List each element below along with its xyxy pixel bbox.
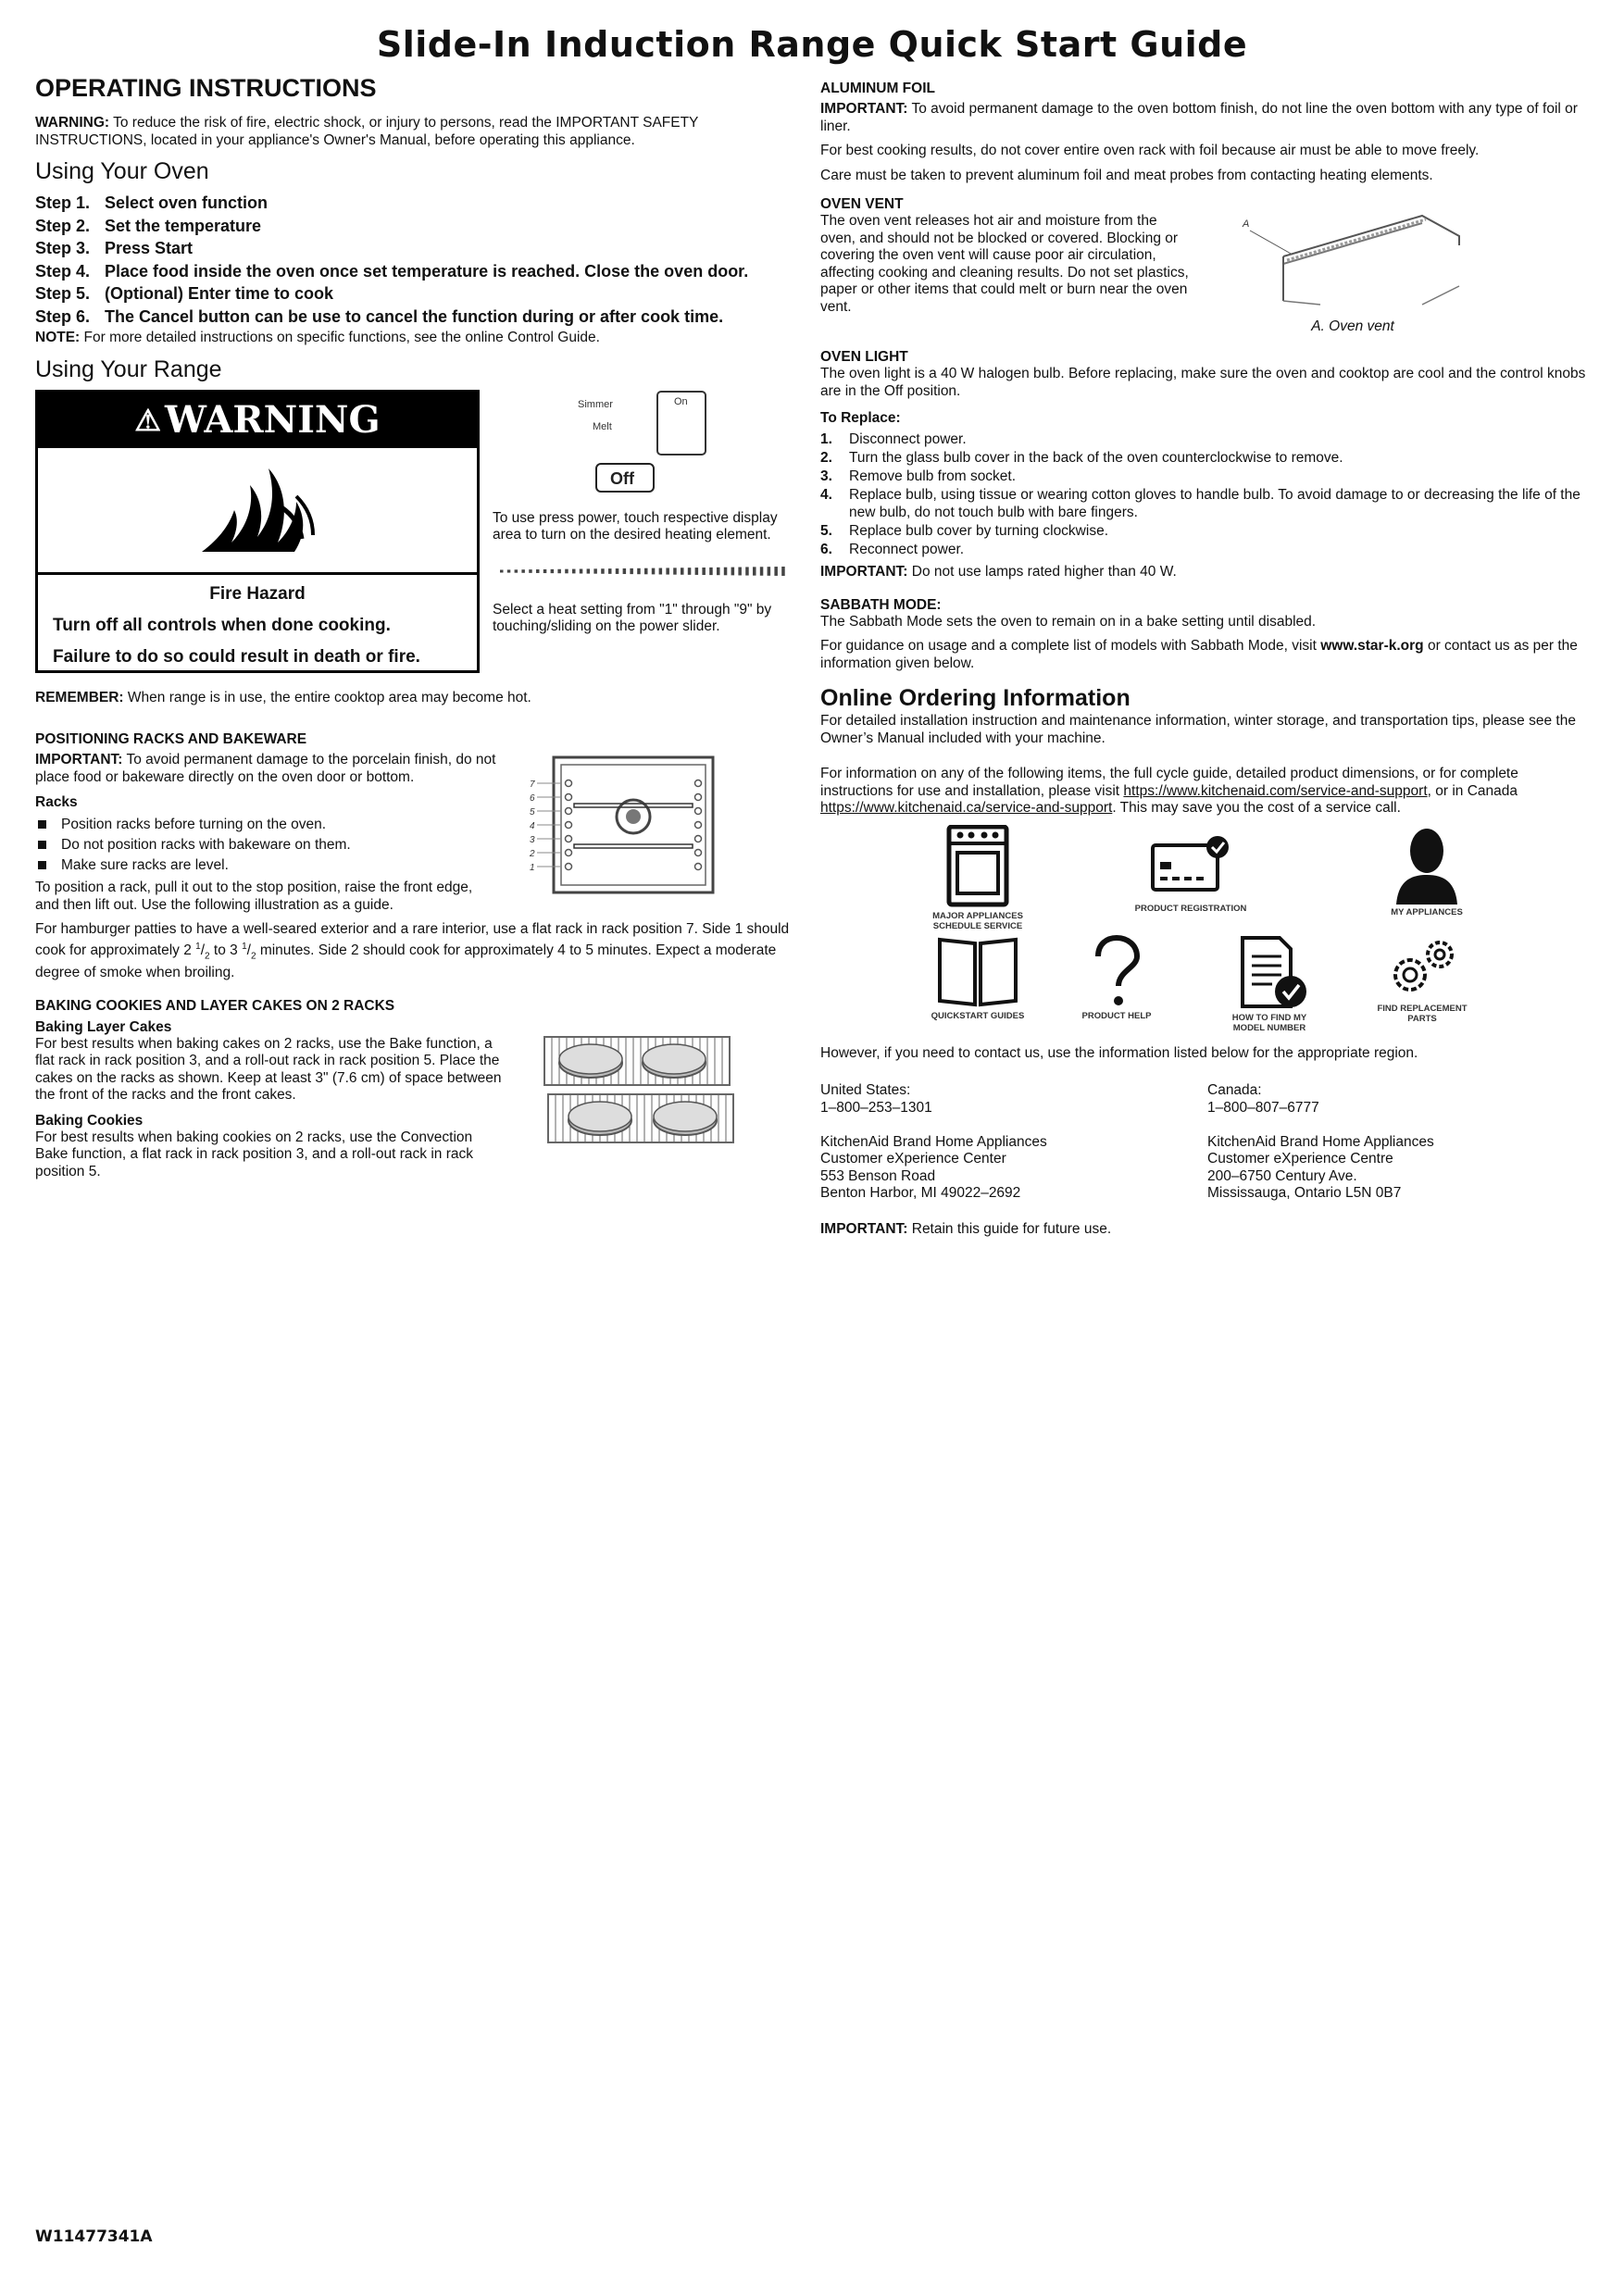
cooktop-control-illustration bbox=[493, 390, 800, 510]
oven-step-text: Press Start bbox=[105, 239, 194, 257]
light-step bbox=[820, 541, 1594, 558]
light-step bbox=[820, 486, 1594, 521]
slider-tick bbox=[781, 566, 785, 575]
light-step-text: Reconnect power. bbox=[849, 542, 965, 557]
racks-important-label: IMPORTANT: bbox=[35, 752, 123, 767]
range-control-panel bbox=[493, 390, 800, 673]
light-step-text: Remove bulb from socket. bbox=[849, 468, 1017, 484]
slider-tick bbox=[652, 568, 656, 574]
contact-line: United States: bbox=[820, 1082, 911, 1098]
sabbath-pre: For guidance on usage and a complete list of models with Sabbath Mode, visit bbox=[820, 638, 1321, 654]
contact-line: Benton Harbor, MI 49022–2692 bbox=[820, 1185, 1021, 1201]
rack-bullet bbox=[35, 855, 498, 876]
person-icon bbox=[1394, 825, 1459, 905]
online-pre: For information on any of the following items, the full cycle guide, detailed product dimensions, or for complete instructions for use and installation, please visit bbox=[820, 766, 1518, 799]
bullet-square-icon bbox=[38, 861, 46, 869]
contact-line bbox=[1207, 1117, 1594, 1134]
light-step bbox=[820, 468, 1594, 485]
range-remember bbox=[35, 690, 800, 707]
range-side-text-1: To use press power, touch respective display area to turn on the desired heating element. bbox=[493, 509, 778, 543]
sabbath-text-1: The Sabbath Mode sets the oven to remain on in a bake setting until disabled. bbox=[820, 613, 1317, 630]
oven-step-text: Set the temperature bbox=[105, 216, 262, 235]
racks-text bbox=[35, 752, 498, 921]
vent-heading: OVEN VENT bbox=[820, 196, 904, 212]
rack-position-number: 5 bbox=[530, 807, 535, 817]
simmer-label: Simmer bbox=[578, 398, 613, 410]
online-post: . This may save you the cost of a service call. bbox=[1112, 800, 1401, 816]
slider-tick bbox=[551, 568, 555, 572]
icon-label: PRODUCT REGISTRATION bbox=[1134, 903, 1247, 914]
frac-a-num: 1 bbox=[195, 941, 201, 952]
slider-tick bbox=[644, 568, 648, 574]
contact-line: 200–6750 Century Ave. bbox=[1207, 1167, 1357, 1184]
icon-label: HOW TO FIND MY MODEL NUMBER bbox=[1231, 1012, 1307, 1033]
page-title: Slide-In Induction Range Quick Start Guide bbox=[376, 24, 1248, 65]
cookies-text: For best results when baking cookies on 2 racks, use the Convection Bake function, a flat rack in rack position 3, and a roll-out rack in rack position 5. bbox=[35, 1129, 473, 1179]
slider-tick bbox=[768, 567, 771, 576]
slider-tick bbox=[536, 569, 540, 573]
racks-subheading: Racks bbox=[35, 794, 78, 810]
racks-block bbox=[35, 752, 800, 921]
racks-important bbox=[35, 752, 498, 786]
racks-bullets bbox=[35, 815, 498, 876]
oven-step-number: Step 6. bbox=[35, 306, 91, 326]
fire-hazard-title: Fire Hazard bbox=[209, 583, 306, 604]
operating-heading: OPERATING INSTRUCTIONS bbox=[35, 74, 377, 102]
oven-step-number: Step 3. bbox=[35, 239, 91, 257]
oven-steps bbox=[35, 192, 800, 328]
left-column bbox=[35, 74, 800, 1188]
light-step-text: Replace bulb, using tissue or wearing cotton gloves to handle bulb. To avoid damage to or decreasing the life of the new bulb, do not touch bulb with bare fingers. bbox=[849, 487, 1580, 520]
icon-label: PRODUCT HELP bbox=[1081, 1010, 1152, 1021]
rack-position-number: 2 bbox=[530, 849, 535, 859]
foil-heading: ALUMINUM FOIL bbox=[820, 81, 935, 96]
on-label: On bbox=[674, 395, 688, 407]
oven-rack bbox=[574, 804, 693, 807]
service-icons bbox=[820, 825, 1594, 1038]
oven-step-number: Step 2. bbox=[35, 216, 91, 235]
online-text-1: For detailed installation instruction and maintenance information, winter storage, and transportation tips, please see the Owner’s Manual included with your machine. bbox=[820, 713, 1576, 746]
oven-step-text: (Optional) Enter time to cook bbox=[105, 284, 334, 303]
foil-important bbox=[820, 101, 1594, 135]
oven-note bbox=[35, 330, 800, 347]
slider-tick bbox=[717, 567, 720, 574]
oven-step-text: The Cancel button can be use to cancel the function during or after cook time. bbox=[105, 306, 724, 326]
icon-label: FIND REPLACEMENT PARTS bbox=[1377, 1003, 1468, 1024]
light-step-number: 1. bbox=[820, 431, 832, 447]
slider-tick bbox=[557, 568, 561, 572]
bullet-square-icon bbox=[38, 841, 46, 849]
online-text-3: However, if you need to contact us, use the information listed below for the appropriate region. bbox=[820, 1044, 1418, 1061]
rack-position-number: 7 bbox=[530, 780, 535, 790]
slider-tick bbox=[702, 567, 706, 574]
operating-warning-label: WARNING: bbox=[35, 115, 110, 131]
vent-text: The oven vent releases hot air and moisture from the oven, and should not be blocked or covered. Blocking or covering the oven vent will cause poor air circulation, affecting cooking and cleaning results. Do not set plastics, paper or other items that could melt or burn near the oven vent. bbox=[820, 213, 1189, 315]
oven-step-number: Step 4. bbox=[35, 261, 91, 281]
range-warning-row bbox=[35, 390, 800, 673]
slider-tick bbox=[659, 568, 663, 574]
contact-line: Customer eXperience Centre bbox=[1207, 1151, 1393, 1167]
light-important-label: IMPORTANT: bbox=[820, 564, 908, 580]
contact-line bbox=[820, 1117, 1207, 1134]
slider-tick bbox=[731, 567, 735, 575]
rack-position-number: 6 bbox=[530, 793, 535, 804]
warning-line-1: Turn off all controls when done cooking. bbox=[53, 615, 391, 635]
icon-label: MY APPLIANCES bbox=[1391, 906, 1463, 917]
contact-line: KitchenAid Brand Home Appliances bbox=[1207, 1133, 1434, 1150]
melt-label: Melt bbox=[593, 420, 612, 432]
light-step-number: 5. bbox=[820, 523, 832, 539]
rack-position-number: 4 bbox=[530, 821, 535, 831]
frac-b-den: 2 bbox=[250, 950, 256, 961]
slider-tick bbox=[580, 568, 583, 573]
right-column bbox=[820, 80, 1594, 1245]
frac-a-den: 2 bbox=[205, 950, 210, 961]
icon-label: QUICKSTART GUIDES bbox=[931, 1010, 1025, 1021]
slider-tick bbox=[616, 568, 619, 574]
contact-line: 553 Benson Road bbox=[820, 1167, 936, 1184]
document-check-icon bbox=[1228, 934, 1311, 1010]
icon-find-model-number[interactable] bbox=[1218, 934, 1320, 1033]
contact-line: 1–800–807–6777 bbox=[1207, 1099, 1319, 1116]
contacts bbox=[820, 1082, 1594, 1203]
rack-bullet bbox=[35, 815, 498, 835]
icon-product-registration[interactable] bbox=[1126, 834, 1255, 914]
racks-important-text: To avoid permanent damage to the porcelain finish, do not place food or bakeware directly on the oven door or bottom. bbox=[35, 752, 496, 785]
oven-step bbox=[35, 306, 800, 329]
warning-line-2: Failure to do so could result in death or fire. bbox=[53, 646, 420, 667]
vent-callout: A bbox=[1243, 218, 1250, 230]
oven-rack bbox=[574, 844, 693, 848]
slider-tick bbox=[681, 568, 684, 575]
vent-caption: A. Oven vent bbox=[1311, 318, 1394, 334]
layer-cakes-on-racks-illustration bbox=[535, 1028, 748, 1167]
vent-block bbox=[820, 192, 1594, 335]
retain-label: IMPORTANT: bbox=[820, 1220, 908, 1237]
replace-heading: To Replace: bbox=[820, 410, 901, 426]
light-step bbox=[820, 522, 1594, 540]
slider-tick bbox=[500, 569, 504, 572]
slider-tick bbox=[608, 568, 612, 574]
contact-line: KitchenAid Brand Home Appliances bbox=[820, 1133, 1047, 1150]
sabbath-text-2 bbox=[820, 638, 1594, 672]
off-label: Off bbox=[610, 468, 634, 488]
cakes-heading: Baking Layer Cakes bbox=[35, 1018, 172, 1035]
warning-header bbox=[38, 393, 477, 448]
light-step-text: Disconnect power. bbox=[849, 431, 967, 447]
retain-text: Retain this guide for future use. bbox=[907, 1220, 1112, 1237]
rack-bullet bbox=[35, 835, 498, 855]
icon-product-help[interactable] bbox=[1070, 934, 1163, 1021]
range-icon bbox=[945, 825, 1010, 908]
star-k-link[interactable]: www.star-k.org bbox=[1320, 638, 1424, 654]
contact-line: 1–800–253–1301 bbox=[820, 1099, 932, 1116]
light-step-text: Replace bulb cover by turning clockwise. bbox=[849, 523, 1108, 539]
light-steps bbox=[820, 430, 1594, 558]
sabbath-heading: SABBATH MODE: bbox=[820, 596, 942, 613]
light-step-text: Turn the glass bulb cover in the back of the oven counterclockwise to remove. bbox=[849, 450, 1343, 466]
online-mid: , or in Canada bbox=[1427, 782, 1518, 799]
oven-step-number: Step 1. bbox=[35, 193, 91, 212]
icon-label: MAJOR APPLIANCES SCHEDULE SERVICE bbox=[932, 910, 1023, 931]
contact-us bbox=[820, 1082, 1207, 1203]
operating-warning bbox=[35, 115, 800, 149]
oven-heading: Using Your Oven bbox=[35, 158, 209, 184]
foil-important-label: IMPORTANT: bbox=[820, 101, 908, 117]
light-important bbox=[820, 564, 1594, 581]
bullet-square-icon bbox=[38, 820, 46, 829]
oven-step bbox=[35, 237, 800, 260]
slider-tick bbox=[521, 569, 525, 573]
light-heading: OVEN LIGHT bbox=[820, 349, 908, 365]
foil-important-text: To avoid permanent damage to the oven bottom finish, do not line the oven bottom with any type of foil or liner. bbox=[820, 101, 1578, 134]
hamburger-post: minutes. Side 2 should cook for approximately 4 to 5 minutes. Expect a moderate degree of smoke when broiling. bbox=[35, 942, 777, 981]
foil-text-3: Care must be taken to prevent aluminum foil and meat probes from contacting heating elements. bbox=[820, 167, 1433, 183]
slider-tick bbox=[630, 568, 633, 573]
slider-tick bbox=[695, 568, 699, 575]
slider-tick bbox=[745, 567, 749, 575]
oven-step bbox=[35, 192, 800, 215]
slider-tick bbox=[666, 568, 669, 574]
hamburger-mid: to 3 bbox=[209, 942, 243, 958]
slider-tick bbox=[593, 568, 597, 573]
slider-tick bbox=[760, 567, 764, 575]
light-text: The oven light is a 40 W halogen bulb. Before replacing, make sure the oven and cooktop are cool and the control knobs are in the Off position. bbox=[820, 366, 1586, 399]
slider-tick bbox=[587, 568, 591, 573]
rack-position-number: 1 bbox=[530, 863, 535, 873]
vent-text-block bbox=[820, 192, 1191, 335]
foil-text-2: For best cooking results, do not cover entire oven rack with foil because air must be able to move freely. bbox=[820, 143, 1480, 158]
kitchenaid-ca-link[interactable]: https://www.kitchenaid.ca/service-and-support bbox=[820, 800, 1113, 816]
baking-block bbox=[35, 1018, 800, 1189]
cookies-heading: Baking Cookies bbox=[35, 1112, 144, 1129]
slider-tick bbox=[543, 568, 547, 572]
operating-warning-text: To reduce the risk of fire, electric shock, or injury to persons, read the IMPORTANT SAFETY INSTRUCTIONS, located in your appliance's Owner's Manual, before operating this appliance. bbox=[35, 115, 699, 148]
slider-tick bbox=[637, 568, 641, 573]
slider-tick bbox=[507, 569, 511, 572]
slider-tick bbox=[738, 567, 742, 575]
baking-heading: BAKING COOKIES AND LAYER CAKES ON 2 RACKS bbox=[35, 997, 395, 1014]
warning-title: WARNING bbox=[165, 398, 381, 442]
cakes-text: For best results when baking cakes on 2 racks, use the Bake function, a flat rack in rack position 3, and a roll-out rack in rack position 5. Place the cakes on the racks as shown. Keep at least 3" (7.6 cm) of space between the front of the racks and the front cakes. bbox=[35, 1035, 502, 1104]
retain-note bbox=[820, 1221, 1594, 1239]
remember-text: When range is in use, the entire cooktop area may become hot. bbox=[123, 689, 531, 705]
slider-tick bbox=[724, 567, 728, 575]
range-heading: Using Your Range bbox=[35, 356, 222, 382]
light-step-number: 2. bbox=[820, 450, 832, 466]
hamburger-pre: For hamburger patties to have a well-seared exterior and a rare interior, use a flat rack in rack position 7. Side 1 should cook for approximately 2 bbox=[35, 921, 790, 958]
document-code: W11477341A bbox=[35, 2227, 153, 2246]
oven-rack-figure bbox=[517, 752, 720, 921]
contact-line: Customer eXperience Center bbox=[820, 1151, 1006, 1167]
online-text-2 bbox=[820, 766, 1594, 817]
oven-note-label: NOTE: bbox=[35, 330, 81, 345]
icon-replacement-parts[interactable] bbox=[1367, 934, 1478, 1024]
oven-step bbox=[35, 260, 800, 283]
oven-step bbox=[35, 215, 800, 238]
warning-triangle-icon: ⚠ bbox=[134, 402, 162, 438]
light-step bbox=[820, 449, 1594, 467]
oven-rack-positions-illustration bbox=[517, 752, 720, 900]
slider-tick bbox=[572, 568, 576, 573]
online-heading: Online Ordering Information bbox=[820, 685, 1131, 711]
slider-tick bbox=[515, 569, 518, 572]
light-step-number: 6. bbox=[820, 542, 832, 557]
slider-tick bbox=[529, 569, 532, 573]
frac-b-num: 1 bbox=[242, 941, 247, 952]
light-step-number: 4. bbox=[820, 487, 832, 503]
question-mark-icon bbox=[1089, 934, 1144, 1008]
oven-step-number: Step 5. bbox=[35, 284, 91, 303]
kitchenaid-us-link[interactable]: https://www.kitchenaid.com/service-and-support bbox=[1123, 782, 1428, 799]
slider-tick bbox=[601, 568, 605, 574]
gears-icon bbox=[1380, 934, 1464, 1001]
baking-text bbox=[35, 1018, 507, 1189]
slider-tick bbox=[623, 568, 627, 573]
hamburger-text: For hamburger patties to have a well-seared exterior and a rare interior, use a flat rack in rack position 7. Side 1 should cook for approximately 2 $^1/_2$ to 3 $^1/_2$ minutes. Side 2 should cook for approximately 4 to 5 minutes. Expect a moderate degree of smoke when broiling. bbox=[35, 921, 790, 981]
sabbath-post: or contact us as per the information given below. bbox=[820, 638, 1578, 671]
fire-hazard-image bbox=[38, 448, 477, 575]
slider-tick bbox=[753, 567, 756, 575]
remember-label: REMEMBER: bbox=[35, 689, 124, 705]
rack-bullet-text: Position racks before turning on the oven. bbox=[61, 817, 327, 832]
warning-text bbox=[38, 575, 477, 688]
light-step bbox=[820, 430, 1594, 448]
slider-tick bbox=[565, 568, 568, 573]
oven-step-text: Place food inside the oven once set temperature is reached. Close the oven door. bbox=[105, 261, 749, 281]
icon-my-appliances[interactable] bbox=[1376, 825, 1478, 917]
slider-tick bbox=[673, 568, 677, 574]
contact-line: Mississauga, Ontario L5N 0B7 bbox=[1207, 1185, 1402, 1201]
range-side-text-2: Select a heat setting from "1" through "9" by touching/sliding on the power slider. bbox=[493, 601, 772, 634]
rack-bullet-text: Make sure racks are level. bbox=[61, 857, 229, 873]
open-book-icon bbox=[936, 934, 1019, 1008]
slider-tick bbox=[709, 567, 713, 574]
oven-vent-figure bbox=[1237, 208, 1468, 335]
cakes-figure bbox=[535, 1028, 748, 1189]
slider-tick bbox=[688, 568, 692, 575]
oven-note-text: For more detailed instructions on specific functions, see the online Control Guide. bbox=[80, 330, 600, 345]
slider-tick bbox=[774, 567, 778, 576]
warning-box bbox=[35, 390, 480, 673]
light-important-text: Do not use lamps rated higher than 40 W. bbox=[907, 564, 1177, 580]
rack-bullet-text: Do not position racks with bakeware on them. bbox=[61, 837, 351, 853]
icon-quickstart-guides[interactable] bbox=[922, 934, 1033, 1021]
oven-step bbox=[35, 282, 800, 306]
racks-heading: POSITIONING RACKS AND BAKEWARE bbox=[35, 731, 307, 747]
oven-step-text: Select oven function bbox=[105, 193, 269, 212]
fire-icon bbox=[193, 459, 322, 561]
contact-line: Canada: bbox=[1207, 1082, 1262, 1098]
oven-vent-illustration bbox=[1237, 208, 1468, 310]
power-slider-illustration bbox=[493, 557, 800, 585]
contact-canada bbox=[1207, 1082, 1594, 1203]
icon-schedule-service[interactable] bbox=[922, 825, 1033, 931]
light-step-number: 3. bbox=[820, 468, 832, 484]
credit-card-check-icon bbox=[1149, 834, 1232, 901]
rack-position-number: 3 bbox=[530, 835, 535, 845]
racks-position-text: To position a rack, pull it out to the stop position, raise the front edge, and then lift out. Use the following illustration as a guide. bbox=[35, 880, 473, 913]
